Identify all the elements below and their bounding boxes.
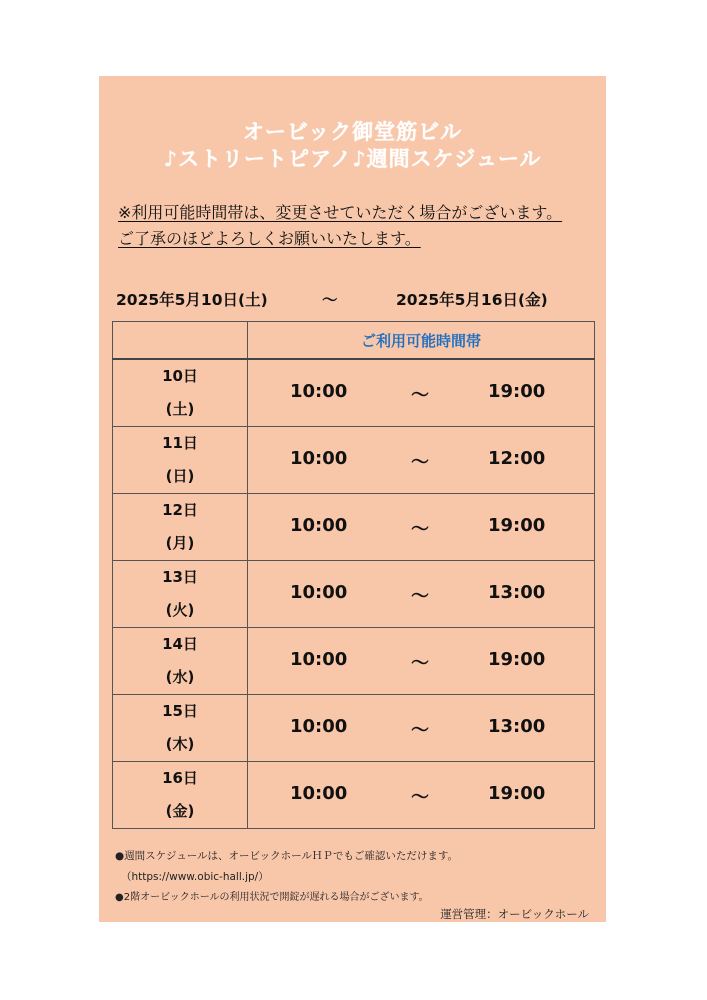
header-day-cell (113, 322, 248, 360)
table-row (113, 494, 595, 561)
date-range (116, 288, 586, 310)
start-time: 10:00 (290, 649, 348, 670)
table-row (113, 762, 595, 829)
time-separator: ～ (411, 452, 429, 473)
start-time: 10:00 (290, 448, 348, 469)
start-time: 10:00 (290, 783, 348, 804)
date-range-end: 2025年5月16日(金) (396, 291, 548, 309)
footnote-schedule-website: ●週間スケジュールは、オービックホールＨＰでもご確認いただけます。 (115, 850, 459, 862)
start-time: 10:00 (290, 582, 348, 603)
day-number: 12日 (162, 501, 198, 519)
schedule-title: ♪ストリートピアノ♪週間スケジュール (163, 147, 542, 171)
day-number: 10日 (162, 367, 198, 385)
day-number: 15日 (162, 702, 198, 720)
day-cell (113, 695, 248, 762)
weekday: (木) (165, 735, 195, 753)
weekday: (日) (165, 467, 195, 485)
time-cell (248, 695, 595, 762)
time-separator: ～ (411, 586, 429, 607)
day-cell (113, 359, 248, 427)
time-cell (248, 561, 595, 628)
day-number: 14日 (162, 635, 198, 653)
notice-line-1: ※利用可能時間帯は、変更させていただく場合がございます。 (118, 203, 563, 222)
date-range-separator: ～ (322, 291, 338, 309)
time-cell (248, 427, 595, 494)
table-header-row (113, 322, 595, 360)
day-number: 13日 (162, 568, 198, 586)
time-cell (248, 494, 595, 561)
table-row (113, 359, 595, 427)
end-time: 19:00 (488, 649, 546, 670)
date-range-start: 2025年5月10日(土) (116, 291, 268, 309)
time-cell (248, 628, 595, 695)
schedule-table (112, 321, 595, 829)
time-separator: ～ (411, 787, 429, 808)
weekday: (火) (165, 601, 195, 619)
time-separator: ～ (411, 385, 429, 406)
end-time: 19:00 (488, 515, 546, 536)
end-time: 19:00 (488, 381, 546, 402)
time-separator: ～ (411, 653, 429, 674)
building-title: オービック御堂筋ビル (242, 120, 463, 144)
day-cell (113, 762, 248, 829)
day-cell (113, 494, 248, 561)
day-number: 16日 (162, 769, 198, 787)
footnote-unlock-delay: ●2階オービックホールの利用状況で開錠が遅れる場合がございます。 (115, 892, 429, 903)
time-cell (248, 359, 595, 427)
table-row (113, 628, 595, 695)
notice-line-2: ご了承のほどよろしくお願いいたします。 (118, 229, 421, 248)
start-time: 10:00 (290, 716, 348, 737)
operator-credit: 運営管理：オービックホール (440, 907, 589, 921)
table-row (113, 561, 595, 628)
time-cell (248, 762, 595, 829)
end-time: 13:00 (488, 582, 546, 603)
weekday: (金) (165, 802, 195, 820)
weekday: (月) (165, 534, 195, 552)
time-separator: ～ (411, 720, 429, 741)
weekday: (土) (165, 400, 195, 418)
end-time: 13:00 (488, 716, 546, 737)
table-row (113, 695, 595, 762)
weekday: (水) (165, 668, 195, 686)
end-time: 19:00 (488, 783, 546, 804)
header-time-cell: ご利用可能時間帯 (248, 322, 595, 360)
day-cell (113, 427, 248, 494)
time-separator: ～ (411, 519, 429, 540)
day-cell (113, 628, 248, 695)
day-number: 11日 (162, 434, 198, 452)
table-row (113, 427, 595, 494)
schedule-poster (99, 76, 606, 922)
start-time: 10:00 (290, 515, 348, 536)
footnote-url: （https://www.obic-hall.jp/） (121, 871, 269, 883)
end-time: 12:00 (488, 448, 546, 469)
day-cell (113, 561, 248, 628)
start-time: 10:00 (290, 381, 348, 402)
